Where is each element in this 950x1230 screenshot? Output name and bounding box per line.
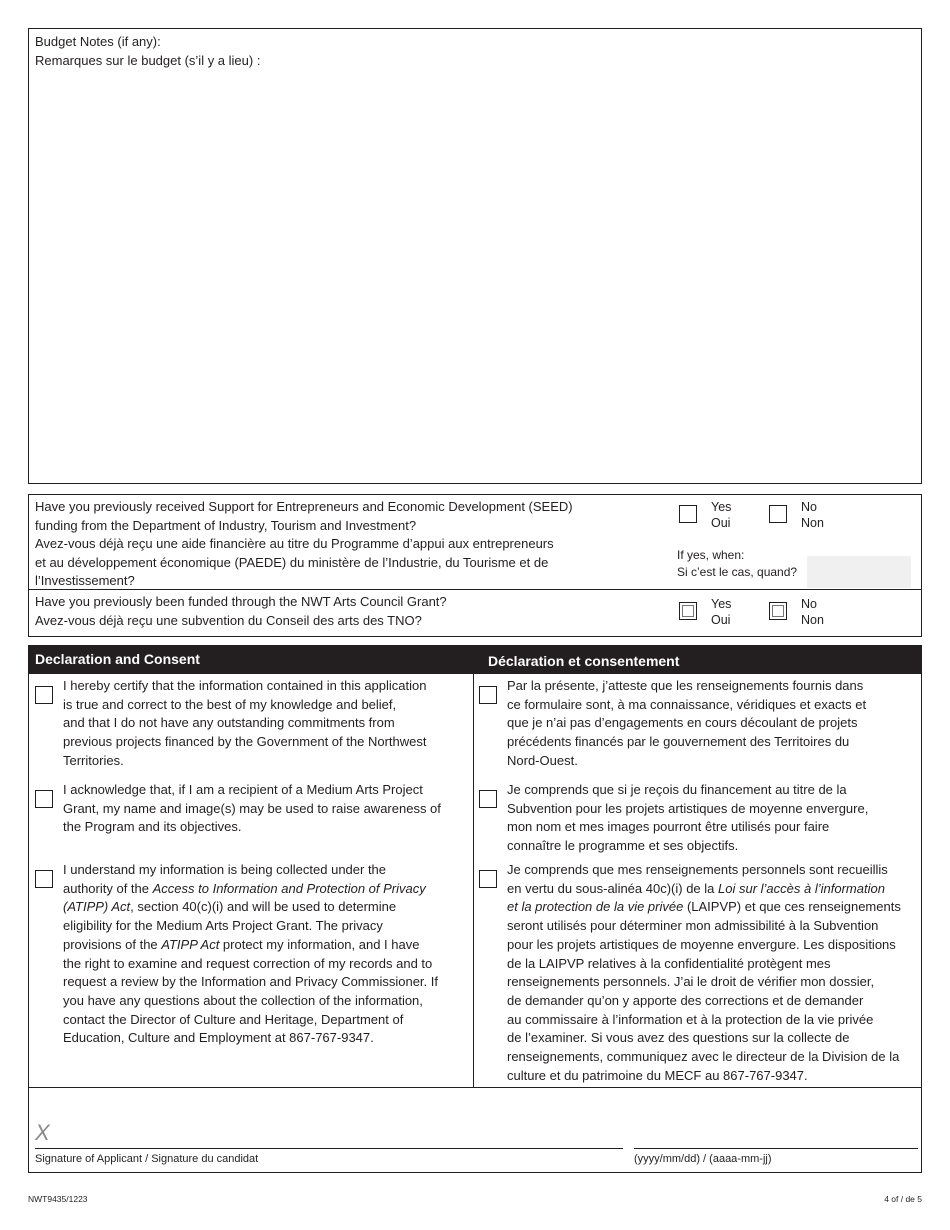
privacy-checkbox-en[interactable] (35, 870, 53, 888)
text-line: Subvention pour les projets artistiques de moyenne envergure, (507, 800, 869, 816)
text-line (507, 880, 919, 899)
declaration-heading-fr: Déclaration et consentement (488, 653, 680, 669)
question-line: Avez-vous déjà reçu une subvention du Conseil des arts des TNO? (35, 612, 422, 628)
acknowledge-text-fr (507, 781, 919, 856)
seed-question-row (28, 494, 922, 590)
text-line: Territories. (63, 752, 124, 768)
no-fr: Non (801, 613, 824, 627)
yes-en: Yes (711, 597, 732, 611)
question-line: et au développement économique (PAEDE) du ministère de l’Industrie, du Tourisme et de (35, 554, 549, 570)
text-line: connaître le programme et ses objectifs. (507, 838, 739, 854)
text-line: de demander qu’on y apporte des corrections et de demander (507, 992, 864, 1008)
signature-divider (29, 1087, 921, 1088)
seed-when-label (677, 547, 797, 581)
date-line[interactable] (634, 1148, 918, 1149)
acknowledge-text-en (63, 781, 463, 837)
text-run: authority of the (63, 880, 153, 896)
arts-no-label (801, 596, 824, 628)
text-line: contact the Director of Culture and Heritage, Department of (63, 1011, 404, 1027)
text-line: Grant, my name and image(s) may be used to raise awareness of (63, 800, 441, 816)
text-line: culture et du patrimoine du MECF au 867-767-9347. (507, 1067, 808, 1083)
text-line: renseignements personnels. J’ai le droit de vérifier mon dossier, (507, 974, 875, 990)
text-line: au commissaire à l’information et à la protection de la vie privée (507, 1011, 874, 1027)
act-title: ATIPP Act (161, 936, 220, 952)
signature-x-mark: X (35, 1120, 50, 1145)
declaration-heading-en: Declaration and Consent (35, 651, 200, 667)
certify-checkbox-en[interactable] (35, 686, 53, 704)
signature-line[interactable] (35, 1148, 623, 1149)
text-line: Nord-Ouest. (507, 752, 578, 768)
text-line: is true and correct to the best of my knowledge and belief, (63, 696, 397, 712)
text-line: de l’examiner. Si vous avez des questions sur la collecte de (507, 1030, 850, 1046)
certify-text-en (63, 677, 463, 771)
when-fr: Si c’est le cas, quand? (677, 565, 798, 579)
text-line: I understand my information is being collected under the (63, 862, 387, 877)
text-line: mon nom et mes images pourront être utilisés pour faire (507, 819, 830, 835)
yes-en: Yes (711, 500, 732, 514)
text-line: eligibility for the Medium Arts Project Grant. The privacy (63, 918, 383, 934)
question-line: Have you previously received Support for Entrepreneurs and Economic Development (SEED) (35, 499, 573, 514)
text-line: renseignements, communiquez avec le directeur de la Division de la (507, 1049, 900, 1065)
seed-yes-label (711, 499, 731, 531)
text-line: de la LAIPVP relatives à la confidentialité protègent mes (507, 955, 831, 971)
text-line: the right to examine and request correction of my records and to (63, 955, 433, 971)
text-line (63, 880, 463, 899)
text-run: protect my information, and I have (219, 936, 420, 952)
act-title: Loi sur l’accès à l’information (718, 880, 885, 896)
text-line: I acknowledge that, if I am a recipient of a Medium Arts Project (63, 782, 423, 797)
form-code: NWT9435/1223 (28, 1194, 88, 1204)
text-line: previous projects financed by the Government of the Northwest (63, 734, 427, 750)
seed-no-label (801, 499, 824, 531)
text-line: the Program and its objectives. (63, 819, 242, 835)
privacy-checkbox-fr[interactable] (479, 870, 497, 888)
text-line: précédents financés par le gouvernement des Territoires du (507, 734, 850, 750)
text-line (63, 936, 463, 955)
declaration-section (28, 645, 922, 1173)
privacy-text-fr (507, 861, 919, 1085)
budget-notes-section (28, 28, 922, 484)
yes-fr: Oui (711, 613, 731, 627)
act-title: Access to Information and Protection of Privacy (152, 880, 426, 896)
text-line: seront utilisés pour déterminer mon admissibilité à la Subvention (507, 918, 879, 934)
seed-when-input[interactable] (807, 556, 911, 588)
seed-no-checkbox[interactable] (769, 505, 787, 523)
column-divider (473, 674, 474, 1087)
no-en: No (801, 500, 817, 514)
budget-notes-input[interactable] (30, 73, 920, 482)
text-run: provisions of the (63, 936, 162, 952)
act-title: (ATIPP) Act (63, 899, 131, 915)
arts-yes-label (711, 596, 731, 628)
arts-council-question-row (28, 590, 922, 637)
text-line: I hereby certify that the information contained in this application (63, 678, 427, 693)
no-fr: Non (801, 516, 824, 530)
question-line: Avez-vous déjà reçu une aide financière au titre du Programme d’appui aux entrepreneurs (35, 536, 554, 551)
text-line: request a review by the Information and Privacy Commissioner. If (63, 974, 438, 990)
text-line (63, 898, 463, 917)
arts-question-text (35, 593, 625, 630)
text-line (507, 898, 919, 917)
act-title: et la protection de la vie privée (507, 899, 684, 915)
text-line: Je comprends que mes renseignements personnels sont recueillis (507, 862, 888, 877)
budget-notes-label-fr: Remarques sur le budget (s’il y a lieu) : (35, 52, 261, 68)
question-line: Have you previously been funded through the NWT Arts Council Grant? (35, 594, 447, 609)
text-run: (LAIPVP) et que ces renseignements (683, 899, 901, 915)
certify-checkbox-fr[interactable] (479, 686, 497, 704)
arts-no-checkbox[interactable] (769, 602, 787, 620)
text-line: Education, Culture and Employment at 867-767-9347. (63, 1030, 374, 1046)
text-line: ce formulaire sont, à ma connaissance, véridiques et exacts et (507, 696, 867, 712)
seed-question-text (35, 498, 625, 591)
date-label: (yyyy/mm/dd) / (aaaa-mm-jj) (634, 1153, 772, 1165)
certify-text-fr (507, 677, 919, 771)
acknowledge-checkbox-en[interactable] (35, 790, 53, 808)
text-line: and that I do not have any outstanding commitments from (63, 715, 395, 731)
privacy-text-en (63, 861, 463, 1048)
text-line: Je comprends que si je reçois du financement au titre de la (507, 782, 847, 797)
budget-notes-label-en: Budget Notes (if any): (35, 34, 161, 49)
text-line: Par la présente, j’atteste que les renseignements fournis dans (507, 678, 864, 693)
arts-yes-checkbox[interactable] (679, 602, 697, 620)
text-line: pour les projets artistiques de moyenne envergure. Les dispositions (507, 936, 896, 952)
text-run: , section 40(c)(i) and will be used to determine (130, 899, 397, 915)
page-number: 4 of / de 5 (884, 1194, 922, 1204)
yes-fr: Oui (711, 516, 731, 530)
question-line: funding from the Department of Industry, Tourism and Investment? (35, 517, 417, 533)
text-line: que je n’ai pas d’engagements en cours découlant de projets (507, 715, 858, 731)
acknowledge-checkbox-fr[interactable] (479, 790, 497, 808)
question-line: l’Investissement? (35, 573, 135, 588)
text-run: en vertu du sous-alinéa 40c)(i) de la (507, 880, 719, 896)
text-line: you have any questions about the collection of the information, (63, 992, 423, 1008)
when-en: If yes, when: (677, 548, 745, 562)
no-en: No (801, 597, 817, 611)
declaration-header (29, 646, 921, 674)
signature-label: Signature of Applicant / Signature du candidat (35, 1153, 259, 1165)
seed-yes-checkbox[interactable] (679, 505, 697, 523)
